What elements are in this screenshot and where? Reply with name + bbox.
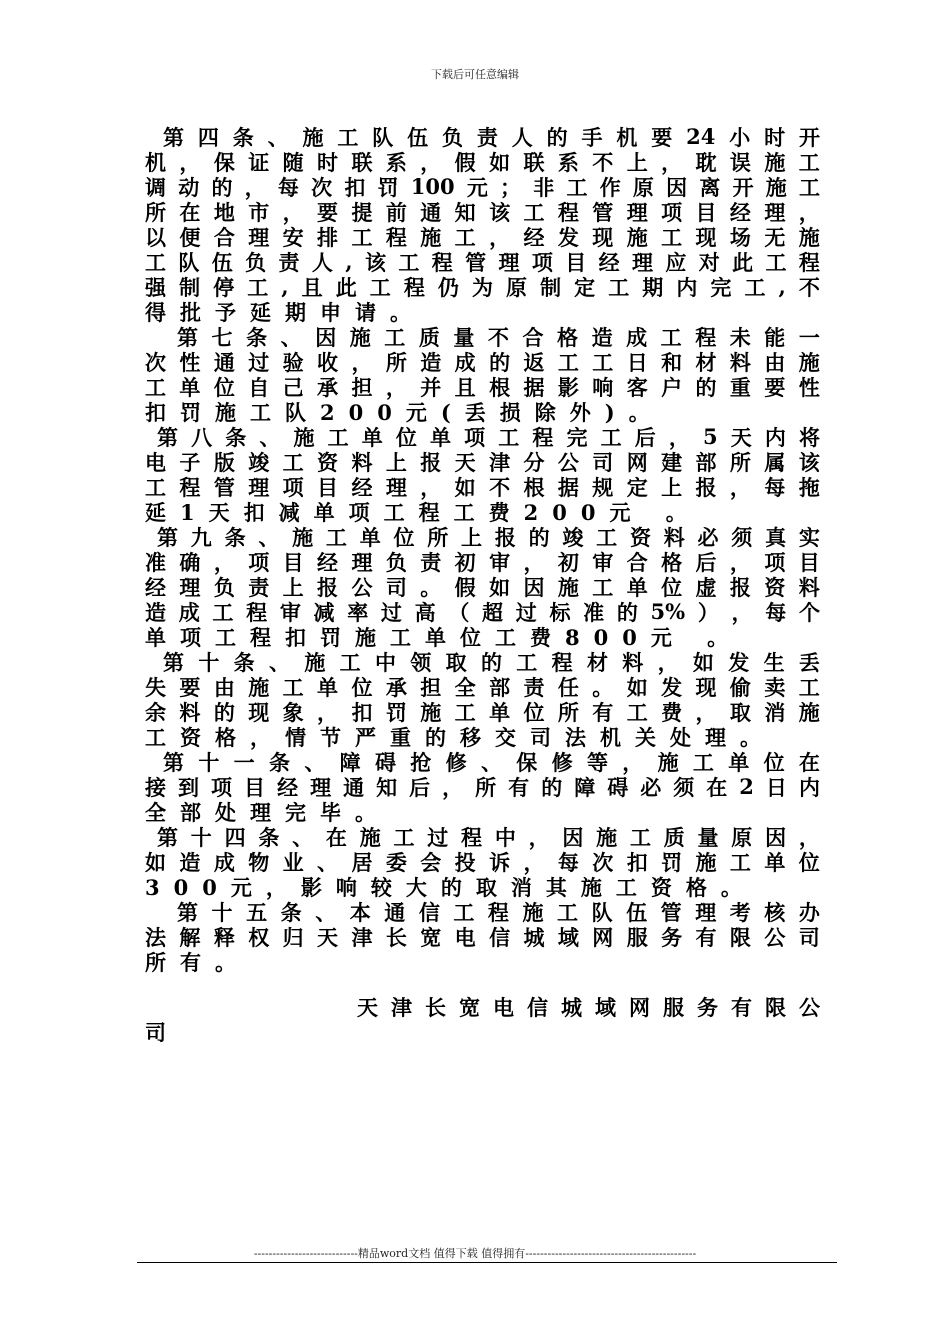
body-line: 所有。 bbox=[145, 949, 250, 975]
body-line: 第 十 四 条 、 在 施 工 过 程 中 ， 因 施 工 质 量 原 因 ， bbox=[157, 824, 820, 850]
body-line: 接 到 项 目 经 理 通 知 后 ， 所 有 的 障 碍 必 须 在 2 日 内 bbox=[145, 774, 820, 800]
body-line: 扣罚施工队200元(丢损除外)。 bbox=[145, 399, 664, 425]
body-line: 电 子 版 竣 工 资 料 上 报 天 津 分 公 司 网 建 部 所 属 该 bbox=[145, 449, 820, 475]
body-line: 第 十 五 条 、 本 通 信 工 程 施 工 队 伍 管 理 考 核 办 bbox=[177, 899, 820, 925]
body-line: 准 确 ， 项 目 经 理 负 责 初 审 ， 初 审 合 格 后 ， 项 目 bbox=[145, 549, 820, 575]
body-line: 延1天扣减单项工程工费200元 。 bbox=[145, 499, 701, 525]
body-line: 经 理 负 责 上 报 公 司 。 假 如 因 施 工 单 位 虚 报 资 料 bbox=[145, 574, 820, 600]
body-line: 单项工程扣罚施工单位工费800元 。 bbox=[145, 624, 743, 650]
body-line: 余 料 的 现 象 ， 扣 罚 施 工 单 位 所 有 工 费 ， 取 消 施 bbox=[145, 699, 820, 725]
body-line: 全部处理完毕。 bbox=[145, 799, 390, 825]
signature-block bbox=[145, 994, 820, 1046]
signature-company-line2: 司 bbox=[145, 1020, 166, 1045]
body-line: 第 九 条 、 施 工 单 位 所 上 报 的 竣 工 资 料 必 须 真 实 bbox=[157, 524, 820, 550]
body-line: 法 解 释 权 归 天 津 长 宽 电 信 城 域 网 服 务 有 限 公 司 bbox=[145, 924, 820, 950]
body-line: 如 造 成 物 业 、 居 委 会 投 诉 ， 每 次 扣 罚 施 工 单 位 bbox=[145, 849, 820, 875]
body-line: 失 要 由 施 工 单 位 承 担 全 部 责 任 。 如 发 现 偷 卖 工 bbox=[145, 674, 820, 700]
body-line: 以 便 合 理 安 排 工 程 施 工 ， 经 发 现 施 工 现 场 无 施 bbox=[145, 224, 820, 250]
body-line: 机 ， 保 证 随 时 联 系 ， 假 如 联 系 不 上 ， 耽 误 施 工 bbox=[145, 149, 820, 175]
body-line: 第 四 条 、 施 工 队 伍 负 责 人 的 手 机 要 24 小 时 开 bbox=[163, 124, 820, 150]
body-line: 调 动 的 ， 每 次 扣 罚 100 元 ； 非 工 作 原 因 离 开 施 工 bbox=[145, 174, 820, 200]
page-footer: ----------------------------精品word文档 值得下载 值得拥有---------------------------------------------- bbox=[253, 1247, 697, 1260]
body-line: 所 在 地 市 ， 要 提 前 通 知 该 工 程 管 理 项 目 经 理 ， bbox=[145, 199, 820, 225]
body-line: 第 八 条 、 施 工 单 位 单 项 工 程 完 工 后 ， 5 天 内 将 bbox=[157, 424, 820, 450]
signature-company-line1: 天 津 长 宽 电 信 城 域 网 服 务 有 限 公 bbox=[357, 995, 820, 1020]
footer-divider bbox=[137, 1262, 837, 1263]
body-line: 第 七 条 、 因 施 工 质 量 不 合 格 造 成 工 程 未 能 一 bbox=[177, 324, 820, 350]
body-line: 强 制 停 工 , 且 此 工 程 仍 为 原 制 定 工 期 内 完 工 , 不 bbox=[145, 274, 820, 300]
body-line: 工资格，情节严重的移交司法机关处理。 bbox=[145, 724, 775, 750]
page-header: 下载后可任意编辑 bbox=[431, 68, 519, 81]
body-line: 第 十 条 、 施 工 中 领 取 的 工 程 材 料 ， 如 发 生 丢 bbox=[163, 649, 820, 675]
body-line: 造 成 工 程 审 减 率 过 高 （ 超 过 标 准 的 5% ） ， 每 个 bbox=[145, 599, 820, 625]
body-line: 工 单 位 自 己 承 担 ， 并 且 根 据 影 响 客 户 的 重 要 性 bbox=[145, 374, 820, 400]
body-line: 第 十 一 条 、 障 碍 抢 修 、 保 修 等 ， 施 工 单 位 在 bbox=[163, 749, 820, 775]
body-line: 次 性 通 过 验 收 ， 所 造 成 的 返 工 工 日 和 材 料 由 施 bbox=[145, 349, 820, 375]
body-line: 工 程 管 理 项 目 经 理 ， 如 不 根 据 规 定 上 报 ， 每 拖 bbox=[145, 474, 820, 500]
body-line: 得批予延期申请。 bbox=[145, 299, 425, 325]
document-body bbox=[145, 124, 820, 974]
body-line: 工 队 伍 负 责 人 , 该 工 程 管 理 项 目 经 理 应 对 此 工 程 bbox=[145, 249, 820, 275]
body-line: 300元，影响较大的取消其施工资格。 bbox=[145, 874, 756, 900]
